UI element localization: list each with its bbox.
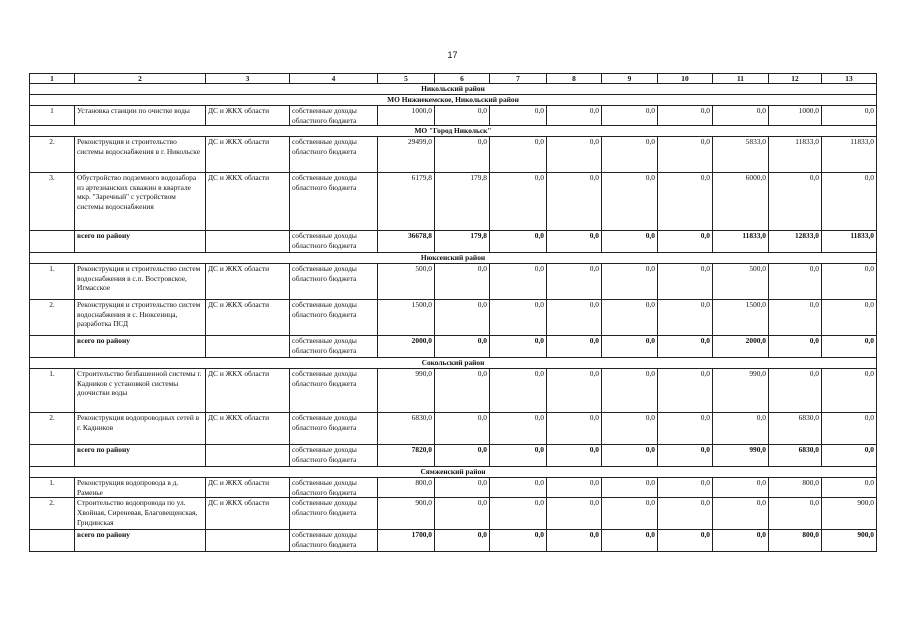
section-title: МО "Город Никольск"	[30, 126, 877, 137]
column-header: 13	[822, 74, 877, 84]
amount-cell: 0,0	[658, 498, 713, 530]
column-header: 11	[713, 74, 769, 84]
amount-cell: 0,0	[713, 498, 769, 530]
amount-cell: 0,0	[769, 336, 822, 358]
funding-source: собственные доходы областного бюджета	[290, 369, 378, 413]
amount-cell: 179,8	[435, 231, 490, 253]
column-header: 4	[290, 74, 378, 84]
amount-cell: 0,0	[435, 264, 490, 300]
section-title: Никольский район	[30, 84, 877, 95]
amount-cell: 0,0	[602, 106, 658, 126]
amount-cell: 0,0	[769, 173, 822, 231]
amount-cell: 0,0	[547, 106, 602, 126]
amount-cell: 990,0	[713, 445, 769, 467]
executor: ДС и ЖКХ области	[206, 173, 290, 231]
amount-cell: 0,0	[658, 369, 713, 413]
section-title: Сокольский район	[30, 358, 877, 369]
amount-cell: 990,0	[713, 369, 769, 413]
column-header: 3	[206, 74, 290, 84]
amount-cell: 7820,0	[378, 445, 435, 467]
amount-cell: 500,0	[378, 264, 435, 300]
funding-source: собственные доходы областного бюджета	[290, 413, 378, 445]
amount-cell: 0,0	[602, 173, 658, 231]
amount-cell: 6830,0	[769, 445, 822, 467]
amount-cell: 0,0	[658, 137, 713, 173]
amount-cell: 2000,0	[713, 336, 769, 358]
amount-cell: 179,8	[435, 173, 490, 231]
amount-cell: 0,0	[490, 530, 547, 552]
amount-cell: 0,0	[547, 478, 602, 498]
total-row	[30, 336, 877, 358]
amount-cell: 0,0	[602, 231, 658, 253]
executor	[206, 336, 290, 358]
row-number: 2.	[30, 413, 75, 445]
funding-source: собственные доходы областного бюджета	[290, 498, 378, 530]
amount-cell: 1000,0	[769, 106, 822, 126]
project-name: Реконструкция и строительство систем водоснабжения в с. Нюксеница, разработка ПСД	[75, 300, 206, 336]
column-header: 6	[435, 74, 490, 84]
project-name: Реконструкция и строительство систем водоснабжения в с.п. Востровское, Игмасское	[75, 264, 206, 300]
project-name: Строительство безбашенной системы г. Кадников с установкой системы доочистки воды	[75, 369, 206, 413]
amount-cell: 1500,0	[378, 300, 435, 336]
amount-cell: 0,0	[658, 106, 713, 126]
row-number	[30, 445, 75, 467]
amount-cell: 6830,0	[769, 413, 822, 445]
amount-cell: 0,0	[435, 445, 490, 467]
amount-cell: 0,0	[490, 369, 547, 413]
executor: ДС и ЖКХ области	[206, 498, 290, 530]
table-row	[30, 369, 877, 413]
executor: ДС и ЖКХ области	[206, 137, 290, 173]
funding-source: собственные доходы областного бюджета	[290, 478, 378, 498]
amount-cell: 0,0	[435, 530, 490, 552]
amount-cell: 0,0	[435, 369, 490, 413]
amount-cell: 0,0	[490, 264, 547, 300]
column-header: 5	[378, 74, 435, 84]
amount-cell: 0,0	[822, 264, 877, 300]
table-row	[30, 264, 877, 300]
amount-cell: 6179,8	[378, 173, 435, 231]
amount-cell: 11833,0	[822, 231, 877, 253]
row-number: 3.	[30, 173, 75, 231]
project-name: всего по району	[75, 336, 206, 358]
amount-cell: 500,0	[713, 264, 769, 300]
column-header: 2	[75, 74, 206, 84]
executor: ДС и ЖКХ области	[206, 106, 290, 126]
project-name: Реконструкция водопровода в д. Раменье	[75, 478, 206, 498]
amount-cell: 900,0	[378, 498, 435, 530]
amount-cell: 0,0	[490, 231, 547, 253]
amount-cell: 1000,0	[378, 106, 435, 126]
amount-cell: 0,0	[547, 137, 602, 173]
amount-cell: 0,0	[435, 336, 490, 358]
amount-cell: 0,0	[822, 173, 877, 231]
table-row	[30, 106, 877, 126]
project-name: Строительство водопровода по ул. Хвойная, Сиреневая, Благовещенская, Гридинская	[75, 498, 206, 530]
amount-cell: 0,0	[822, 478, 877, 498]
funding-source: собственные доходы областного бюджета	[290, 300, 378, 336]
amount-cell: 0,0	[435, 300, 490, 336]
executor: ДС и ЖКХ области	[206, 264, 290, 300]
amount-cell: 1700,0	[378, 530, 435, 552]
amount-cell: 5833,0	[713, 137, 769, 173]
amount-cell: 900,0	[822, 498, 877, 530]
amount-cell: 0,0	[769, 264, 822, 300]
amount-cell: 800,0	[769, 530, 822, 552]
amount-cell: 0,0	[769, 300, 822, 336]
amount-cell: 0,0	[713, 530, 769, 552]
column-header: 9	[602, 74, 658, 84]
amount-cell: 0,0	[602, 413, 658, 445]
table-row	[30, 300, 877, 336]
table-row	[30, 413, 877, 445]
funding-source: собственные доходы областного бюджета	[290, 445, 378, 467]
total-row	[30, 445, 877, 467]
amount-cell: 0,0	[822, 106, 877, 126]
amount-cell: 0,0	[822, 369, 877, 413]
table-header	[30, 74, 877, 84]
amount-cell: 0,0	[658, 445, 713, 467]
amount-cell: 1500,0	[713, 300, 769, 336]
amount-cell: 0,0	[547, 300, 602, 336]
project-name: Реконструкция водопроводных сетей в г. Кадников	[75, 413, 206, 445]
row-number: 2.	[30, 300, 75, 336]
budget-table	[29, 73, 877, 552]
executor: ДС и ЖКХ области	[206, 369, 290, 413]
amount-cell: 0,0	[547, 173, 602, 231]
amount-cell: 0,0	[602, 137, 658, 173]
funding-source: собственные доходы областного бюджета	[290, 231, 378, 253]
row-number: 1.	[30, 369, 75, 413]
section-title: Сямженский район	[30, 467, 877, 478]
amount-cell: 0,0	[490, 106, 547, 126]
amount-cell: 0,0	[547, 530, 602, 552]
amount-cell: 0,0	[602, 300, 658, 336]
funding-source: собственные доходы областного бюджета	[290, 530, 378, 552]
project-name: Обустройство подземного водозабора из артезианских скважин в квартале мкр. "Заречный" с устройством системы водоснабжения	[75, 173, 206, 231]
amount-cell: 0,0	[713, 106, 769, 126]
executor	[206, 530, 290, 552]
amount-cell: 0,0	[490, 300, 547, 336]
amount-cell: 0,0	[658, 264, 713, 300]
amount-cell: 0,0	[547, 264, 602, 300]
amount-cell: 0,0	[658, 300, 713, 336]
table-row	[30, 137, 877, 173]
amount-cell: 0,0	[822, 445, 877, 467]
column-header: 8	[547, 74, 602, 84]
amount-cell: 0,0	[490, 137, 547, 173]
page-number: 17	[447, 50, 458, 60]
amount-cell: 11833,0	[822, 137, 877, 173]
row-number: 1.	[30, 478, 75, 498]
amount-cell: 0,0	[658, 478, 713, 498]
amount-cell: 0,0	[435, 413, 490, 445]
amount-cell: 0,0	[602, 478, 658, 498]
total-row	[30, 231, 877, 253]
amount-cell: 0,0	[602, 530, 658, 552]
amount-cell: 0,0	[713, 413, 769, 445]
executor	[206, 231, 290, 253]
amount-cell: 0,0	[547, 498, 602, 530]
funding-source: собственные доходы областного бюджета	[290, 264, 378, 300]
amount-cell: 0,0	[713, 478, 769, 498]
amount-cell: 0,0	[490, 413, 547, 445]
executor: ДС и ЖКХ области	[206, 300, 290, 336]
project-name: всего по району	[75, 231, 206, 253]
amount-cell: 0,0	[490, 173, 547, 231]
amount-cell: 0,0	[490, 478, 547, 498]
amount-cell: 0,0	[435, 106, 490, 126]
total-row	[30, 530, 877, 552]
amount-cell: 0,0	[435, 498, 490, 530]
amount-cell: 11833,0	[713, 231, 769, 253]
amount-cell: 0,0	[602, 336, 658, 358]
section-title: Нюксенский район	[30, 253, 877, 264]
amount-cell: 900,0	[822, 530, 877, 552]
amount-cell: 0,0	[822, 300, 877, 336]
amount-cell: 0,0	[490, 445, 547, 467]
funding-source: собственные доходы областного бюджета	[290, 336, 378, 358]
amount-cell: 0,0	[602, 369, 658, 413]
project-name: Реконструкция и строительство системы водоснабжения в г. Никольске	[75, 137, 206, 173]
table-row	[30, 478, 877, 498]
amount-cell: 0,0	[435, 478, 490, 498]
row-number	[30, 530, 75, 552]
amount-cell: 0,0	[602, 498, 658, 530]
funding-source: собственные доходы областного бюджета	[290, 173, 378, 231]
project-name: Установка станции по очистке воды	[75, 106, 206, 126]
table-body	[30, 84, 877, 552]
amount-cell: 11833,0	[769, 137, 822, 173]
amount-cell: 0,0	[490, 498, 547, 530]
amount-cell: 0,0	[602, 445, 658, 467]
amount-cell: 0,0	[769, 498, 822, 530]
amount-cell: 0,0	[547, 336, 602, 358]
row-number	[30, 231, 75, 253]
row-number: 1.	[30, 264, 75, 300]
project-name: всего по району	[75, 445, 206, 467]
funding-source: собственные доходы областного бюджета	[290, 137, 378, 173]
amount-cell: 0,0	[602, 264, 658, 300]
project-name: всего по району	[75, 530, 206, 552]
column-header: 10	[658, 74, 713, 84]
amount-cell: 0,0	[658, 173, 713, 231]
amount-cell: 36678,8	[378, 231, 435, 253]
executor	[206, 445, 290, 467]
amount-cell: 0,0	[658, 413, 713, 445]
row-number: 2.	[30, 137, 75, 173]
amount-cell: 0,0	[822, 413, 877, 445]
column-header: 7	[490, 74, 547, 84]
section-title: МО Нижнекемское, Никольский район	[30, 95, 877, 106]
table-row	[30, 498, 877, 530]
amount-cell: 29499,0	[378, 137, 435, 173]
row-number	[30, 336, 75, 358]
funding-source: собственные доходы областного бюджета	[290, 106, 378, 126]
amount-cell: 0,0	[658, 336, 713, 358]
executor: ДС и ЖКХ области	[206, 478, 290, 498]
row-number: 2.	[30, 498, 75, 530]
amount-cell: 6000,0	[713, 173, 769, 231]
amount-cell: 0,0	[769, 369, 822, 413]
column-header: 1	[30, 74, 75, 84]
amount-cell: 0,0	[547, 231, 602, 253]
amount-cell: 0,0	[547, 413, 602, 445]
table-row	[30, 173, 877, 231]
amount-cell: 800,0	[769, 478, 822, 498]
amount-cell: 0,0	[490, 336, 547, 358]
amount-cell: 0,0	[658, 530, 713, 552]
amount-cell: 0,0	[658, 231, 713, 253]
row-number: 1	[30, 106, 75, 126]
executor: ДС и ЖКХ области	[206, 413, 290, 445]
amount-cell: 0,0	[435, 137, 490, 173]
amount-cell: 800,0	[378, 478, 435, 498]
amount-cell: 0,0	[547, 369, 602, 413]
column-header: 12	[769, 74, 822, 84]
amount-cell: 0,0	[547, 445, 602, 467]
amount-cell: 2000,0	[378, 336, 435, 358]
amount-cell: 6830,0	[378, 413, 435, 445]
amount-cell: 0,0	[822, 336, 877, 358]
amount-cell: 990,0	[378, 369, 435, 413]
amount-cell: 12833,0	[769, 231, 822, 253]
